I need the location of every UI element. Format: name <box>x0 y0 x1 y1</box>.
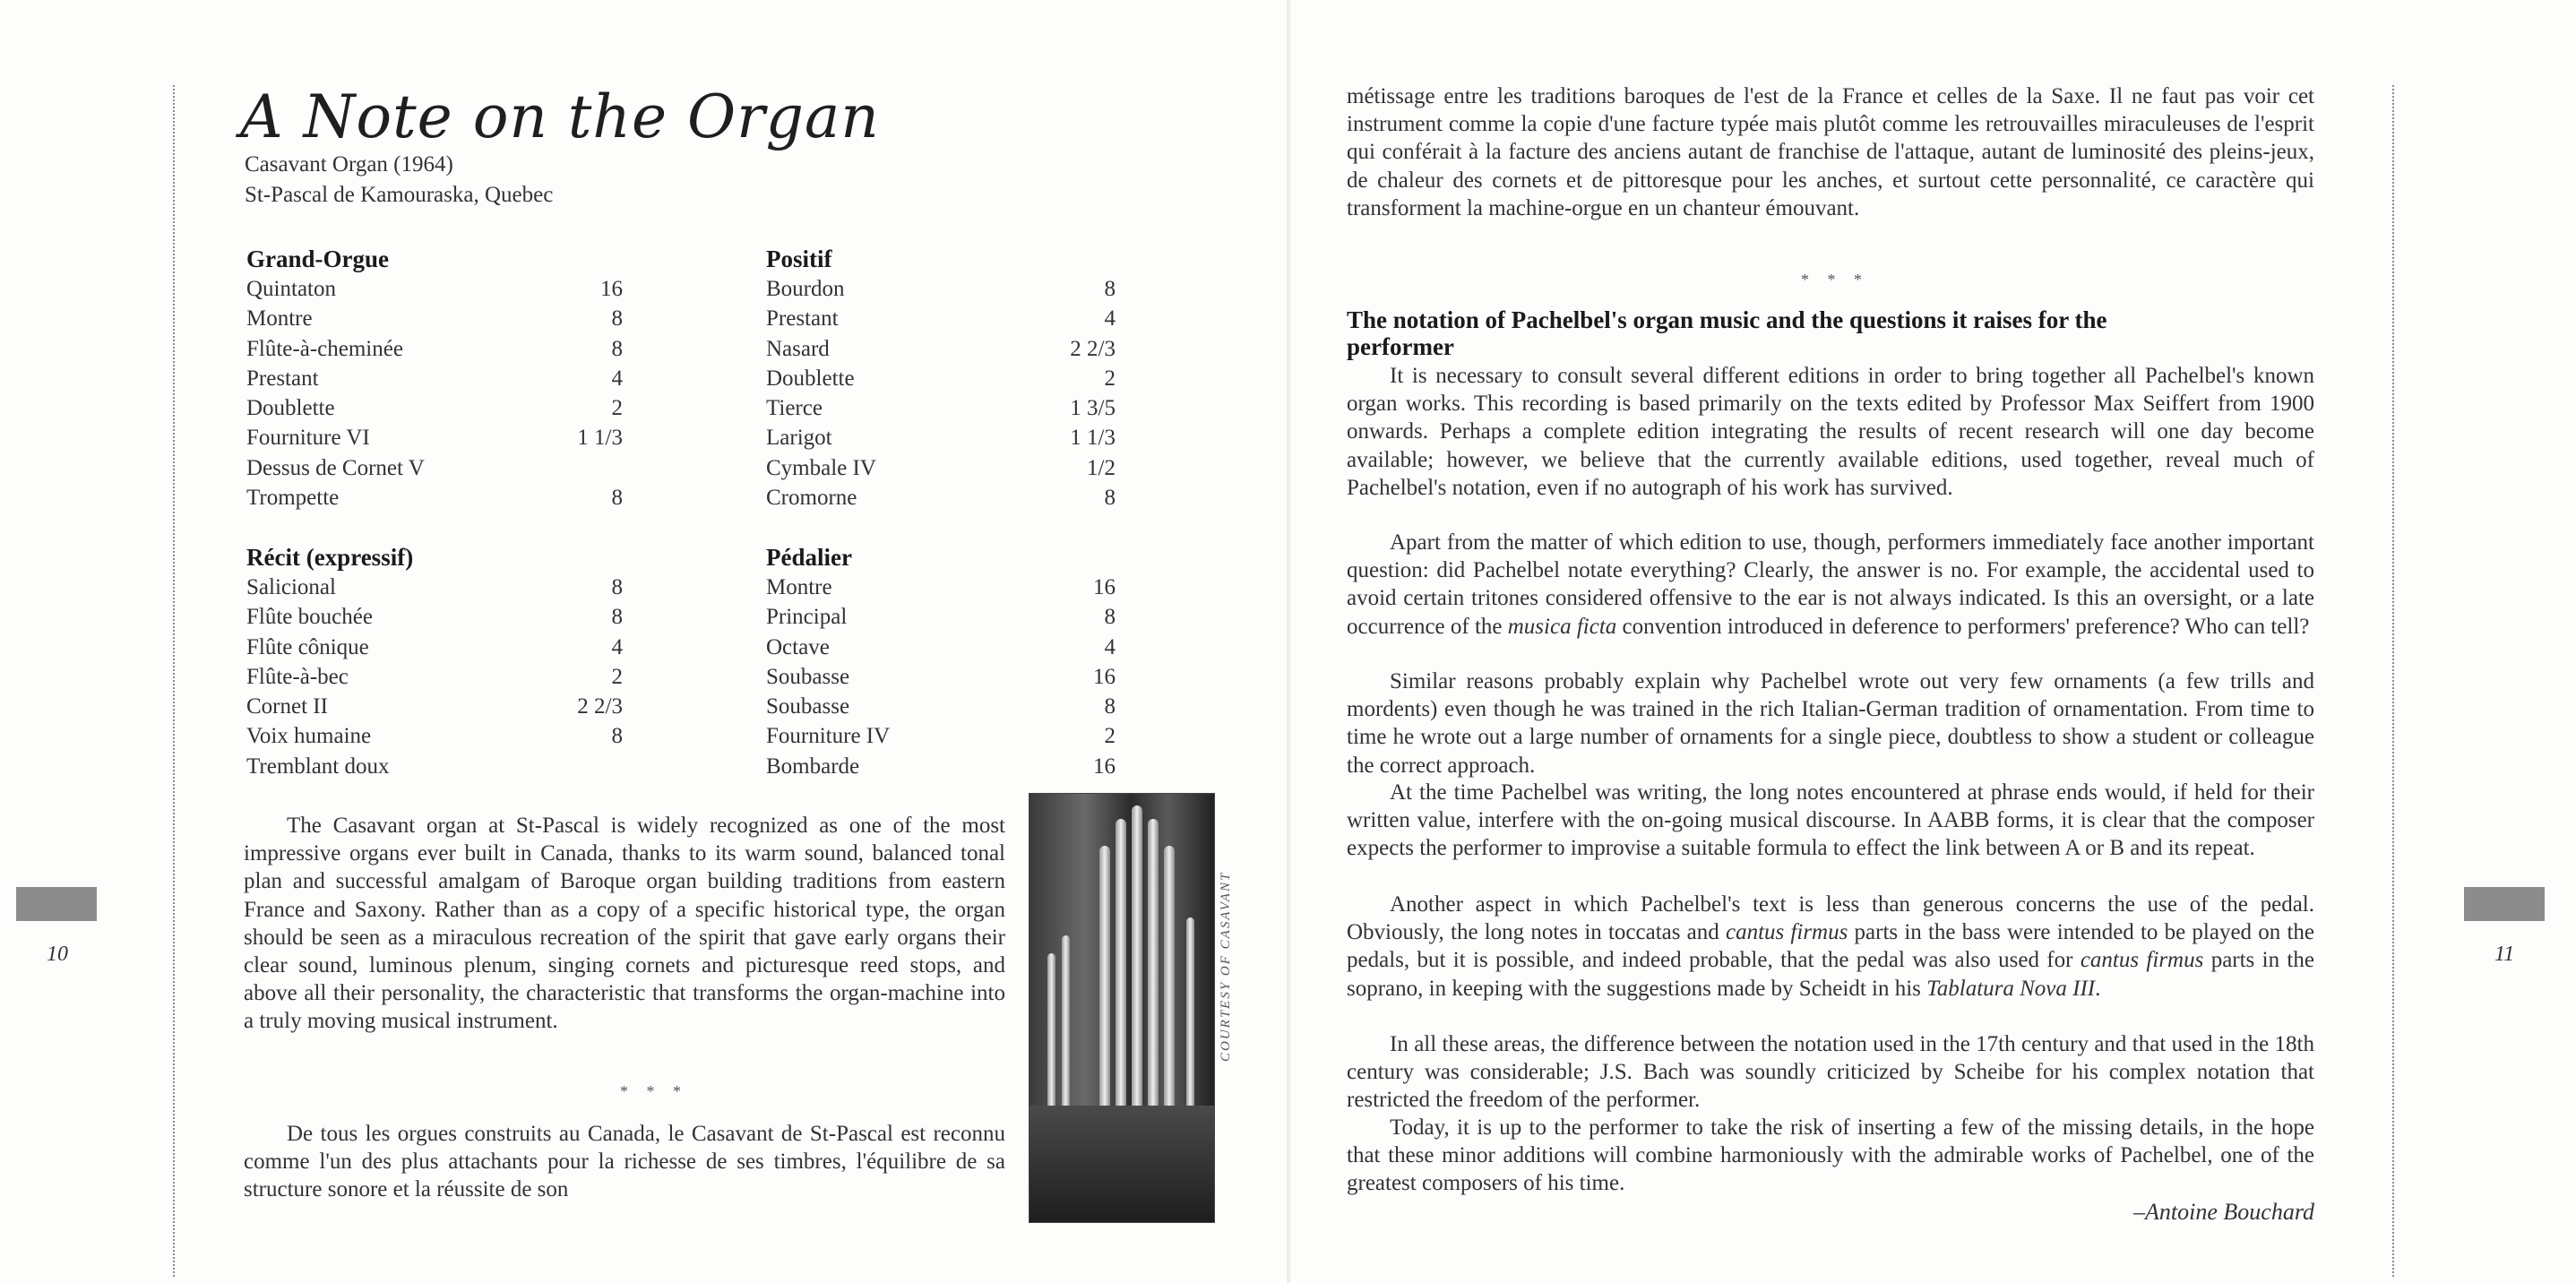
photo-credit: COURTESY OF CASAVANT <box>1219 871 1233 1062</box>
body-paragraph: It is necessary to consult several different editions in order to bring together all Pachelbel's known organ works. This recording is based primarily on the texts edited by Professor Max Seiffert from 1900 onwards. Perhaps a complete edition integrating the results of recent research will one day become available; however, we believe that the currently available editions, used together, reveal much of Pachelbel's notation, even if no autograph of his work has survived. <box>1347 364 2314 500</box>
stop-row: Quintaton 16 <box>246 277 623 301</box>
stop-row: Cymbale IV 1/2 <box>766 455 1116 480</box>
page-number-right: 11 <box>2494 943 2515 966</box>
division-title: Récit (expressif) <box>246 544 414 571</box>
body-paragraph: In all these areas, the difference between the notation used in the 17th century and that used in the 18th century was considerable; J.S. Bach was soundly criticized by Scheibe for his complex notation that restricted the freedom of the performer. <box>1347 1032 2314 1113</box>
body-paragraph: Another aspect in which Pachelbel's text is less than generous concerns the use of the pedal. Obviously, the long notes in toccatas and cantus firmus parts in the bass were intended to be played on the pedals, but it is possible, and indeed probable, that the pedal was also used for cantus firmus parts in the soprano, in keeping with the suggestions made by Scheidt in his Tablatura Nova III. <box>1347 892 2314 1001</box>
page-number-left: 10 <box>47 943 68 966</box>
right-margin-rule <box>2392 85 2394 1277</box>
body-paragraph: Today, it is up to the performer to take the risk of inserting a few of the missing details, in the hope that these minor additions will combine harmoniously with the admirable works of Pachelbel, one of the greatest composers of his time. <box>1347 1115 2314 1196</box>
stoplist-recit <box>246 542 623 781</box>
stop-row: Salicional 8 <box>246 575 623 599</box>
stop-row: Cromorne 8 <box>766 486 1116 511</box>
stop-row: Octave 4 <box>766 634 1116 659</box>
organ-name: Casavant Organ (1964) <box>245 152 453 177</box>
organ-photo <box>1029 793 1215 1223</box>
stoplist-positif <box>766 244 1116 512</box>
french-continued-paragraph: métissage entre les traditions baroques de l'est de la France et celles de la Saxe. Il ne faut pas voir cet instrument comme la copie d'une facture typée mais plutôt comme les retrouvailles miraculeuses de l'esprit qui conférait à la facture des anciens autant de franchise de l'attaque, autant de luminosité des pleins-jeux, de chaleur des cornets et de pittoresque pour les anches, et surtout cette personnalité, ce caractère qui transforment la machine-orgue en un chanteur émouvant. <box>1347 84 2314 220</box>
division-title: Pédalier <box>766 544 852 571</box>
left-margin-rule <box>173 85 175 1277</box>
division-title: Positif <box>766 245 832 272</box>
section-separator: * * * <box>1801 271 1869 288</box>
stop-row: Fourniture VI 1 1/3 <box>246 426 623 451</box>
stop-row: Tremblant doux <box>246 753 390 779</box>
stop-row: Voix humaine 8 <box>246 724 623 749</box>
book-gutter <box>1287 0 1290 1283</box>
stop-row: Flûte-à-bec 2 <box>246 664 623 689</box>
body-paragraph: At the time Pachelbel was writing, the long notes encountered at phrase ends would, if held for their written value, interfere with the on-going musical discourse. In AABB forms, it is clear that the composer expects the performer to improvise a suitable formula to effect the link between A or B and its repeat. <box>1347 780 2314 861</box>
stoplist-grand-orgue <box>246 244 623 512</box>
right-page-tab <box>2464 887 2545 921</box>
stoplist-pedalier <box>766 542 1116 781</box>
division-title: Grand-Orgue <box>246 245 389 272</box>
stop-row: Bombarde 16 <box>766 753 1116 779</box>
organ-location: St-Pascal de Kamouraska, Quebec <box>245 183 554 207</box>
stop-row: Flûte-à-cheminée 8 <box>246 336 623 361</box>
stop-row: Cornet II 2 2/3 <box>246 694 623 719</box>
section-heading: The notation of Pachelbel's organ music and the questions it raises for the performer <box>1347 306 2107 360</box>
english-paragraph: The Casavant organ at St-Pascal is widely recognized as one of the most impressive organs ever built in Canada, thanks to its warm sound, balanced tonal plan and successful amalgam of Baroque organ building traditions from eastern France and Saxony. Rather than as a copy of a specific historical type, the organ should be seen as a miraculous recreation of the spirit that gave early organs their clear sound, luminous plenum, singing cornets and picturesque reed stops, and above all their personality, the characteristic that transforms the organ-machine into a truly moving musical instrument. <box>244 814 1005 1034</box>
body-paragraph: Similar reasons probably explain why Pachelbel wrote out very few ornaments (a few trills and mordents) even though he was trained in the rich Italian-German tradition of ornamentation. From time to time he wrote out a large number of ornaments for a single piece, doubtless to show a student or colleague the correct approach. <box>1347 669 2314 778</box>
stop-row: Bourdon 8 <box>766 277 1116 301</box>
stop-row: Principal 8 <box>766 605 1116 630</box>
stop-row: Montre 8 <box>246 306 623 332</box>
stop-row: Doublette 2 <box>246 396 623 421</box>
body-paragraph: Apart from the matter of which edition to use, though, performers immediately face another important question: did Pachelbel notate everything? Clearly, the answer is no. For example, the accidental used to avoid certain tritones considered offensive to the ear is not always indicated. Is this an oversight, or a late occurrence of the musica ficta convention introduced in deference to performers' preference? Who can tell? <box>1347 530 2314 639</box>
stop-row: Soubasse 8 <box>766 694 1116 719</box>
stop-row: Soubasse 16 <box>766 664 1116 689</box>
section-separator: * * * <box>620 1082 688 1100</box>
left-page-tab <box>16 887 97 921</box>
stop-row: Montre 16 <box>766 575 1116 599</box>
author-signature: –Antoine Bouchard <box>2133 1199 2314 1225</box>
stop-row: Prestant 4 <box>246 366 623 391</box>
stop-row: Flûte bouchée 8 <box>246 605 623 630</box>
stop-row: Dessus de Cornet V <box>246 455 425 480</box>
stop-row: Doublette 2 <box>766 366 1116 391</box>
french-paragraph: De tous les orgues construits au Canada, le Casavant de St-Pascal est reconnu comme l'un des plus attachants pour la richesse de ses timbres, l'équilibre de sa structure sonore et la réussite de son <box>244 1122 1005 1202</box>
stop-row: Flûte cônique 4 <box>246 634 623 659</box>
page-title: A Note on the Organ <box>240 82 880 151</box>
stop-row: Nasard 2 2/3 <box>766 336 1116 361</box>
stop-row: Tierce 1 3/5 <box>766 396 1116 421</box>
stop-row: Prestant 4 <box>766 306 1116 332</box>
stop-row: Fourniture IV 2 <box>766 724 1116 749</box>
stop-row: Larigot 1 1/3 <box>766 426 1116 451</box>
stop-row: Trompette 8 <box>246 486 623 511</box>
